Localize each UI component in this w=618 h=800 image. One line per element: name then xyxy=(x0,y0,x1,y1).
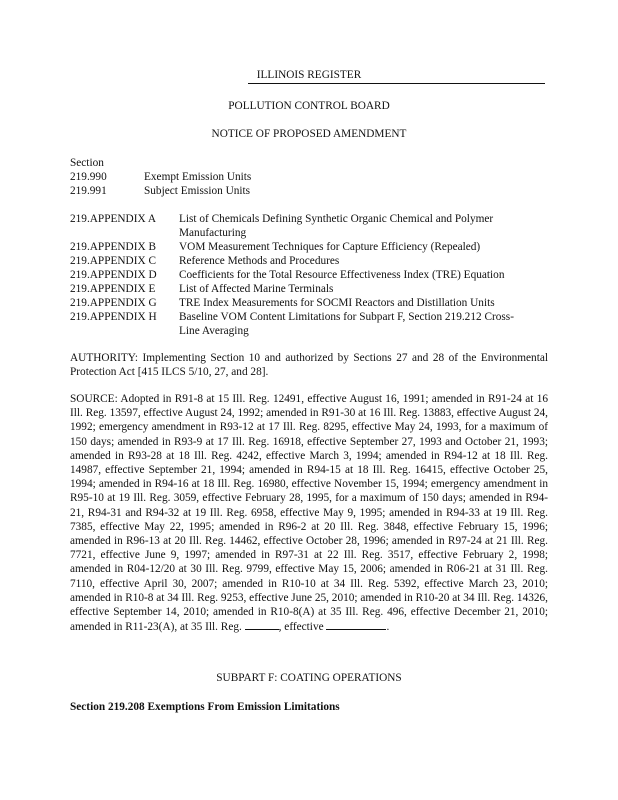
toc-appendix-title-cont: Manufacturing xyxy=(179,227,247,239)
board-title: POLLUTION CONTROL BOARD xyxy=(228,100,390,112)
toc-appendix-num: 219.APPENDIX G xyxy=(70,297,157,309)
toc-appendix-num: 219.APPENDIX D xyxy=(70,269,157,281)
toc-section-num: 219.990 xyxy=(70,171,107,183)
authority-text: Implementing Section 10 and authorized by Sections 27 and 28 of the Environmental Protection Act [415 ILCS 5/10, 27, and 28]. xyxy=(70,352,548,379)
source-effective: , effective xyxy=(278,621,327,634)
effective-date-blank xyxy=(326,619,386,630)
toc-appendix-num: 219.APPENDIX C xyxy=(70,255,156,267)
notice-title: NOTICE OF PROPOSED AMENDMENT xyxy=(211,128,407,140)
authority-label: AUTHORITY: xyxy=(70,352,138,364)
toc-appendix-title: List of Chemicals Defining Synthetic Organic Chemical and Polymer xyxy=(179,213,494,225)
toc-appendix-title: Baseline VOM Content Limitations for Subpart F, Section 219.212 Cross- xyxy=(179,311,514,323)
toc-appendix-title: VOM Measurement Techniques for Capture Efficiency (Repealed) xyxy=(179,241,481,253)
header-rule xyxy=(248,83,545,84)
source-end: . xyxy=(386,621,390,634)
toc-appendix-num: 219.APPENDIX H xyxy=(70,311,157,323)
source-text: Adopted in R91-8 at 15 Ill. Reg. 12491, effective August 16, 1991; amended in R91-24 at 16 Ill. Reg. 13597, effective August 24, 1992; amended in R91-30 at 16 Ill. Reg. 13883, effective August 24, 1992; emergency amendment in R93-12 at 17 Ill. Reg. 8295, effective May 24, 1993, for a maximum of 150 days; amended in R93-9 at 17 Ill. Reg. 16918, effective September 27, 1993 and October 21, 1993; amended in R93-28 at 18 Ill. Reg. 4242, effective March 3, 1994; amended in R94-12 at 18 Ill. Reg. 14987, effective September 21, 1994; amended in R94-15 at 18 Ill. Reg. 16415, effective October 25, 1994; amended in R94-16 at 18 Ill. Reg. 16980, effective November 15, 1994; emergency amendment in R95-10 at 19 Ill. Reg. 3059, effective February 28, 1995, for a maximum of 150 days; amended in R94-21, R94-31 and R94-32 at 19 Ill. Reg. 6958, effective May 9, 1995; amended in R94-33 at 19 Ill. Reg. 7385, effective May 22, 1995; amended in R96-2 at 20 Ill. Reg. 3848, effective February 15, 1996; amended in R96-13 at 20 Ill. Reg. 14462, effective October 28, 1996; amended in R97-24 at 21 Ill. Reg. 7721, effective June 9, 1997; amended in R97-31 at 22 Ill. Reg. 3517, effective February 2, 1998; amended in R04-12/20 at 30 Ill. Reg. 9799, effective May 15, 2006; amended in R06-21 at 31 Ill. Reg. 7110, effective April 30, 2007; amended in R10-10 at 34 Ill. Reg. 5392, effective March 23, 2010; amended in R10-8 at 34 Ill. Reg. 9253, effective June 25, 2010; amended in R10-20 at 34 Ill. Reg. 14326, effective September 14, 2010; amended in R10-8(A) at 35 Ill. Reg. 496, effective December 21, 2010; amended in R11-23(A), at 35 Ill. Reg. xyxy=(70,393,548,634)
toc-appendix-title: Coefficients for the Total Resource Effectiveness Index (TRE) Equation xyxy=(179,269,505,281)
toc-heading: Section xyxy=(70,157,104,169)
toc-section-title: Subject Emission Units xyxy=(144,185,251,197)
toc-appendix-num: 219.APPENDIX E xyxy=(70,283,156,295)
authority-paragraph xyxy=(70,351,548,379)
toc-appendix-num: 219.APPENDIX B xyxy=(70,241,156,253)
register-page-blank xyxy=(245,619,279,630)
toc-appendix-title-cont: Line Averaging xyxy=(179,325,249,337)
toc-appendix-num: 219.APPENDIX A xyxy=(70,213,156,225)
toc-section-title: Exempt Emission Units xyxy=(144,171,252,183)
toc-appendix-title: TRE Index Measurements for SOCMI Reactors and Distillation Units xyxy=(179,297,495,309)
source-label: SOURCE: xyxy=(70,393,118,405)
subpart-heading: SUBPART F: COATING OPERATIONS xyxy=(216,672,402,684)
toc-section-num: 219.991 xyxy=(70,185,107,197)
toc-appendix-title: List of Affected Marine Terminals xyxy=(179,283,334,295)
section-heading: Section 219.208 Exemptions From Emission Limitations xyxy=(70,701,340,713)
source-paragraph xyxy=(70,392,548,634)
register-title: ILLINOIS REGISTER xyxy=(256,69,362,81)
toc-appendix-title: Reference Methods and Procedures xyxy=(179,255,340,267)
